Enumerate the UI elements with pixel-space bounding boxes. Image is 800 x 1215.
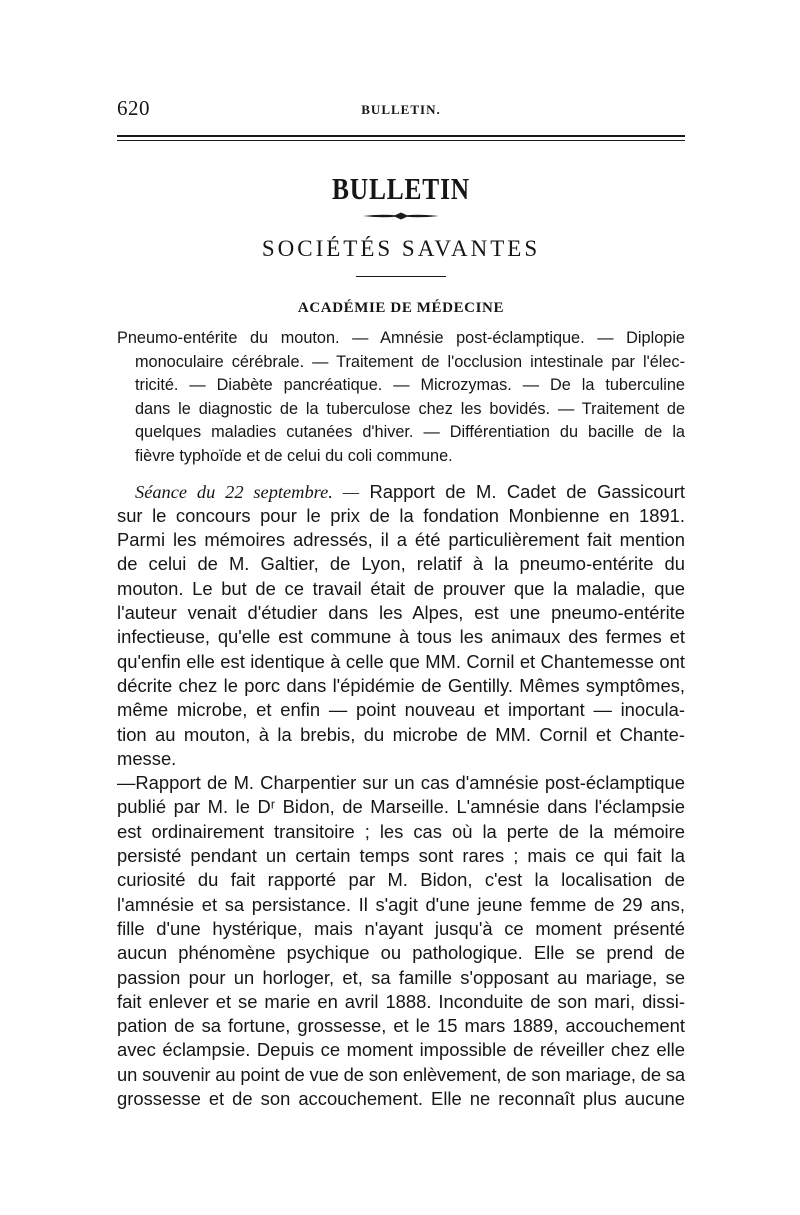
section-title: SOCIÉTÉS SAVANTES xyxy=(261,236,541,261)
page-number: 620 xyxy=(117,96,150,120)
paragraph-line xyxy=(117,480,685,504)
paragraph-line: mouton. Le but de ce travail était de prouver que la maladie, que xyxy=(117,577,685,599)
paragraph-line: l'amnésie et sa persistance. Il s'agit d'une jeune femme de 29 ans, xyxy=(117,893,685,915)
main-title: BULLETIN xyxy=(332,171,470,206)
paragraph-session xyxy=(117,480,685,772)
paragraph-line: fait enlever et se marie en avril 1888. Inconduite de son mari, dissi- xyxy=(117,990,685,1012)
page xyxy=(117,96,685,1111)
paragraph-line: fille d'une hystérique, mais n'ayant jusqu'à ce moment présenté xyxy=(117,917,685,939)
society-heading: ACADÉMIE DE MÉDECINE xyxy=(297,300,505,316)
paragraph-line: tion au mouton, à la brebis, du microbe de MM. Cornil et Chante- xyxy=(117,723,685,745)
section-rule xyxy=(356,276,446,277)
running-title: BULLETIN. xyxy=(361,102,441,117)
paragraph-line: grossesse et de son accouchement. Elle ne reconnaît plus aucune xyxy=(117,1087,685,1109)
paragraph-line: publié par M. le Dʳ Bidon, de Marseille. L'amnésie dans l'éclampsie xyxy=(117,796,685,818)
summary-line: quelques maladies cutanées d'hiver. — Différentiation du bacille de la xyxy=(135,423,685,442)
paragraph-line: persisté pendant un certain temps sont rares ; mais ce qui fait la xyxy=(117,845,685,867)
header-double-rule xyxy=(117,135,685,141)
paragraph-line: Parmi les mémoires adressés, il a été particulièrement fait mention xyxy=(117,529,685,551)
paragraph-line-text: Rapport de M. Cadet de Gassicourt xyxy=(359,480,685,502)
paragraph-line: sur le concours pour le prix de la fondation Monbienne en 1891. xyxy=(117,504,685,526)
paragraph-line: avec éclampsie. Depuis ce moment impossible de réveiller chez elle xyxy=(117,1039,685,1061)
summary-line: tricité. — Diabète pancréatique. — Microzymas. — De la tuberculine xyxy=(135,376,685,395)
paragraph-line: aucun phénomène psychique ou pathologique. Elle se prend de xyxy=(117,942,685,964)
summary-line: fièvre typhoïde et de celui du coli commune. xyxy=(135,446,453,465)
summary-line: monoculaire cérébrale. — Traitement de l'occlusion intestinale par l'élec- xyxy=(135,352,685,371)
paragraph-line: infectieuse, qu'elle est commune à tous les animaux des fermes et xyxy=(117,626,685,648)
summary-line: Pneumo-entérite du mouton. — Amnésie post-éclamptique. — Diplopie xyxy=(117,329,685,347)
paragraph-line: curiosité du fait rapporté par M. Bidon, c'est la localisation de xyxy=(117,869,685,891)
summary xyxy=(117,327,685,469)
session-date: Séance du 22 septembre. — xyxy=(135,481,360,502)
ornament-divider-icon xyxy=(361,211,441,221)
paragraph-line: —Rapport de M. Charpentier sur un cas d'amnésie post-éclamptique xyxy=(117,772,685,794)
paragraph-line: un souvenir au point de vue de son enlèvement, de son mariage, de sa xyxy=(117,1063,685,1085)
paragraph-line: même microbe, et enfin — point nouveau et important — inocula- xyxy=(117,699,685,721)
paragraph-line: décrite chez le porc dans l'épidémie de Gentilly. Mêmes symptômes, xyxy=(117,674,685,696)
paragraph-line: pation de sa fortune, grossesse, et le 15 mars 1889, accouchement xyxy=(117,1015,685,1037)
summary-line: dans le diagnostic de la tuberculose chez les bovidés. — Traitement de xyxy=(135,399,685,418)
paragraph-line: messe. xyxy=(117,747,177,769)
paragraph-amnesia xyxy=(117,771,685,1111)
paragraph-line: est ordinairement transitoire ; les cas où la perte de la mémoire xyxy=(117,820,685,842)
paragraph-line: de celui de M. Galtier, de Lyon, relatif à la pneumo-entérite du xyxy=(117,553,685,575)
paragraph-line: passion pour un horloger, et, sa famille s'opposant au mariage, se xyxy=(117,966,685,988)
paragraph-line: qu'enfin elle est identique à celle que MM. Cornil et Chantemesse ont xyxy=(117,650,685,672)
paragraph-line: l'auteur venait d'étudier dans les Alpes, est une pneumo-entérite xyxy=(117,602,685,624)
running-head xyxy=(117,96,685,122)
